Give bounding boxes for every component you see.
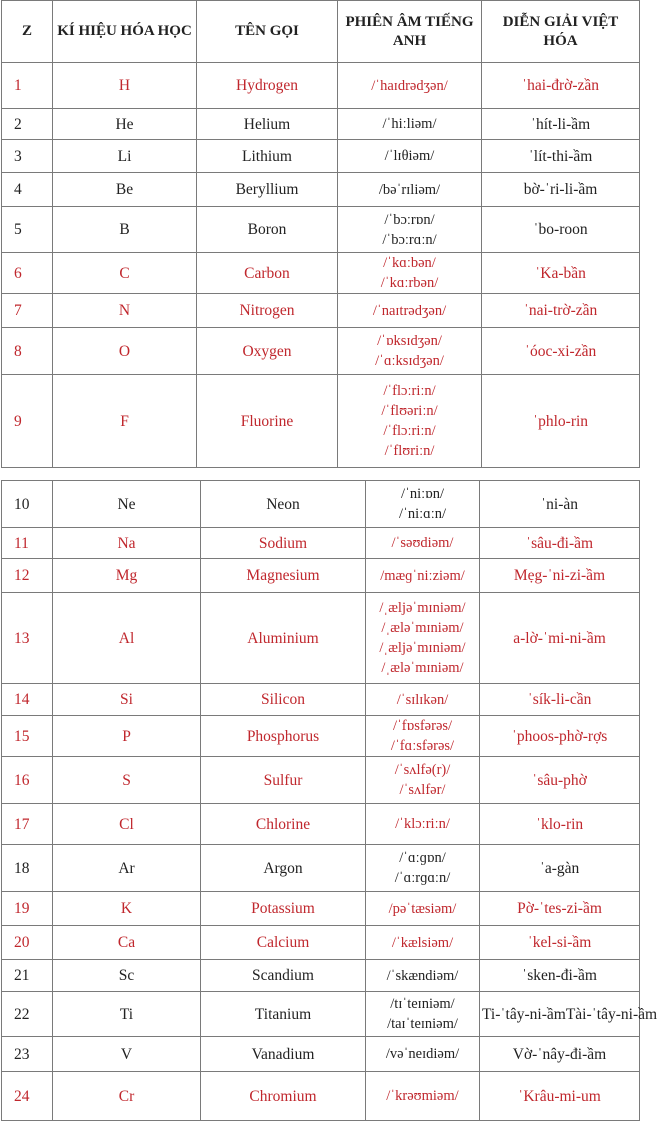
ipa-line: /mæɡˈniːziəm/ bbox=[380, 567, 465, 584]
viet-line: ˈKrâu-mi-um bbox=[518, 1087, 601, 1105]
z-cell: 1 bbox=[2, 63, 53, 109]
ipa-cell bbox=[338, 173, 482, 207]
symbol-cell: O bbox=[53, 328, 197, 375]
ipa-line: /ˈniːɒn/ bbox=[400, 486, 445, 502]
viet-cell bbox=[482, 207, 640, 253]
z-cell: 21 bbox=[2, 960, 53, 992]
z-cell: 6 bbox=[2, 253, 53, 294]
ipa-line: /ˌæləˈmɪniəm/ bbox=[381, 620, 464, 636]
symbol-cell: Ti bbox=[53, 992, 201, 1037]
viet-line: Ti-ˈtây-ni-ầm bbox=[482, 1005, 566, 1023]
name-cell: Sodium bbox=[201, 528, 366, 559]
table-row bbox=[2, 926, 640, 960]
table-row bbox=[2, 1072, 640, 1121]
name-cell: Boron bbox=[197, 207, 338, 253]
ipa-cell bbox=[366, 960, 480, 992]
viet-cell bbox=[480, 926, 640, 960]
symbol-cell: Ne bbox=[53, 481, 201, 528]
ipa-line: /ˈflɔːriːn/ bbox=[383, 383, 436, 399]
z-cell: 15 bbox=[2, 716, 53, 757]
viet-line: ˈsken-đi-ầm bbox=[522, 967, 597, 984]
symbol-cell: Be bbox=[53, 173, 197, 207]
header-z: Z bbox=[2, 1, 53, 63]
header-row bbox=[2, 1, 640, 63]
viet-line: ˈnai-trờ-zần bbox=[523, 302, 598, 319]
header-ipa: PHIÊN ÂM TIẾNG ANH bbox=[338, 1, 482, 63]
z-cell: 22 bbox=[2, 992, 53, 1037]
table-body-1 bbox=[2, 63, 640, 468]
header-name: TÊN GỌI bbox=[197, 1, 338, 63]
viet-line: Mẹg-ˈni-zi-ầm bbox=[513, 567, 606, 584]
z-cell: 17 bbox=[2, 804, 53, 845]
viet-line: ˈphoos-phờ-rợs bbox=[511, 727, 608, 745]
name-cell: Chlorine bbox=[201, 804, 366, 845]
ipa-line: /ˈlɪθiəm/ bbox=[384, 148, 435, 164]
ipa-line: /ˌæljəˈmɪniəm/ bbox=[379, 640, 466, 656]
viet-line: ˈKa-bần bbox=[535, 264, 586, 282]
ipa-line: /tɪˈteɪniəm/ bbox=[390, 996, 455, 1012]
viet-cell bbox=[480, 892, 640, 926]
name-cell: Magnesium bbox=[201, 559, 366, 593]
viet-line: ˈsâu-đi-ầm bbox=[525, 534, 594, 552]
header-symbol: KÍ HIỆU HÓA HỌC bbox=[53, 1, 197, 63]
name-cell: Sulfur bbox=[201, 757, 366, 804]
name-cell: Potassium bbox=[201, 892, 366, 926]
z-cell: 16 bbox=[2, 757, 53, 804]
name-cell: Argon bbox=[201, 845, 366, 892]
z-cell: 23 bbox=[2, 1037, 53, 1072]
symbol-cell: B bbox=[53, 207, 197, 253]
name-cell: Aluminium bbox=[201, 593, 366, 684]
ipa-cell bbox=[366, 481, 480, 528]
ipa-line: /ˈhiːliəm/ bbox=[382, 116, 437, 132]
viet-line: ˈni-àn bbox=[540, 495, 578, 513]
viet-cell bbox=[482, 253, 640, 294]
table-row bbox=[2, 294, 640, 328]
z-cell: 9 bbox=[2, 375, 53, 468]
viet-line: bờ-ˈri-li-ầm bbox=[523, 181, 598, 198]
ipa-cell bbox=[366, 716, 480, 757]
ipa-line: /ˈɑːrɡɑːn/ bbox=[394, 870, 451, 886]
symbol-cell: H bbox=[53, 63, 197, 109]
symbol-cell: Sc bbox=[53, 960, 201, 992]
table-row bbox=[2, 109, 640, 140]
viet-cell bbox=[480, 559, 640, 593]
z-cell: 8 bbox=[2, 328, 53, 375]
ipa-line: /ˈflʊəriːn/ bbox=[381, 403, 438, 419]
ipa-cell bbox=[366, 528, 480, 559]
viet-cell bbox=[480, 845, 640, 892]
z-cell: 7 bbox=[2, 294, 53, 328]
ipa-cell bbox=[366, 757, 480, 804]
z-cell: 14 bbox=[2, 684, 53, 716]
ipa-line: /ˈsʌlfər/ bbox=[399, 782, 446, 798]
viet-line: ˈhít-li-ầm bbox=[530, 115, 591, 133]
viet-cell bbox=[480, 960, 640, 992]
z-cell: 5 bbox=[2, 207, 53, 253]
ipa-line: /ˈkrəʊmiəm/ bbox=[386, 1088, 459, 1104]
table-row bbox=[2, 960, 640, 992]
viet-cell bbox=[482, 328, 640, 375]
ipa-line: /ˈbɔːrɑːn/ bbox=[382, 231, 437, 248]
name-cell: Titanium bbox=[201, 992, 366, 1037]
name-cell: Chromium bbox=[201, 1072, 366, 1121]
ipa-line: /ˈfɑːsfərəs/ bbox=[390, 738, 455, 754]
z-cell: 2 bbox=[2, 109, 53, 140]
ipa-cell bbox=[338, 253, 482, 294]
table-row bbox=[2, 593, 640, 684]
table-row bbox=[2, 559, 640, 593]
symbol-cell: S bbox=[53, 757, 201, 804]
symbol-cell: Ar bbox=[53, 845, 201, 892]
table-row bbox=[2, 63, 640, 109]
viet-cell bbox=[482, 63, 640, 109]
z-cell: 20 bbox=[2, 926, 53, 960]
elements-table-part-2 bbox=[1, 480, 657, 1121]
ipa-cell bbox=[366, 845, 480, 892]
viet-cell bbox=[480, 481, 640, 528]
viet-cell bbox=[482, 109, 640, 140]
ipa-cell bbox=[338, 109, 482, 140]
viet-line: ˈkel-si-ầm bbox=[527, 934, 592, 951]
ipa-cell bbox=[366, 684, 480, 716]
ipa-line: /ˈsɪlɪkən/ bbox=[396, 691, 449, 708]
table-row bbox=[2, 253, 640, 294]
viet-line: Vờ-ˈnây-đi-ầm bbox=[512, 1045, 607, 1063]
name-cell: Calcium bbox=[201, 926, 366, 960]
viet-cell bbox=[480, 804, 640, 845]
ipa-line: /ˈɒksɪdʒən/ bbox=[377, 333, 442, 349]
z-cell: 13 bbox=[2, 593, 53, 684]
name-cell: Oxygen bbox=[197, 328, 338, 375]
viet-cell bbox=[480, 684, 640, 716]
ipa-line: /ˈnaɪtrədʒən/ bbox=[372, 302, 447, 319]
name-cell: Beryllium bbox=[197, 173, 338, 207]
ipa-cell bbox=[338, 207, 482, 253]
symbol-cell: He bbox=[53, 109, 197, 140]
ipa-line: /ˌæləˈmɪniəm/ bbox=[381, 660, 464, 676]
name-cell: Fluorine bbox=[197, 375, 338, 468]
table-row bbox=[2, 1037, 640, 1072]
header-viet: DIỄN GIẢI VIỆT HÓA bbox=[482, 1, 640, 63]
symbol-cell: Mg bbox=[53, 559, 201, 593]
name-cell: Vanadium bbox=[201, 1037, 366, 1072]
ipa-cell bbox=[366, 1072, 480, 1121]
ipa-cell bbox=[338, 63, 482, 109]
ipa-cell bbox=[366, 892, 480, 926]
symbol-cell: Li bbox=[53, 140, 197, 173]
viet-line: ˈphlo-rin bbox=[532, 412, 589, 430]
viet-cell bbox=[482, 173, 640, 207]
viet-cell bbox=[480, 1072, 640, 1121]
ipa-line: /ˈflʊriːn/ bbox=[384, 443, 435, 459]
z-cell: 12 bbox=[2, 559, 53, 593]
symbol-cell: K bbox=[53, 892, 201, 926]
table-row bbox=[2, 173, 640, 207]
viet-line: Pờ-ˈtes-zi-ầm bbox=[517, 900, 602, 917]
symbol-cell: Na bbox=[53, 528, 201, 559]
viet-line: ˈsík-li-cần bbox=[527, 691, 592, 708]
viet-line: ˈklo-rin bbox=[535, 815, 584, 833]
table-body-2 bbox=[2, 481, 657, 1121]
symbol-cell: C bbox=[53, 253, 197, 294]
ipa-line: /bəˈrɪliəm/ bbox=[378, 181, 441, 198]
table-row bbox=[2, 716, 640, 757]
ipa-line: /ˈflɔːriːn/ bbox=[383, 423, 436, 439]
symbol-cell: P bbox=[53, 716, 201, 757]
table-row bbox=[2, 804, 640, 845]
table-row bbox=[2, 207, 640, 253]
ipa-cell bbox=[366, 804, 480, 845]
symbol-cell: Ca bbox=[53, 926, 201, 960]
z-cell: 19 bbox=[2, 892, 53, 926]
table-row bbox=[2, 375, 640, 468]
ipa-line: /ˈniːɑːn/ bbox=[398, 506, 447, 522]
viet-line: ˈa-gàn bbox=[539, 859, 580, 877]
ipa-line: /ˈsəʊdiəm/ bbox=[391, 535, 454, 551]
ipa-line: /ˈkælsiəm/ bbox=[391, 934, 454, 951]
z-cell: 18 bbox=[2, 845, 53, 892]
ipa-line: /vəˈneɪdiəm/ bbox=[385, 1046, 460, 1062]
ipa-line: /ˈɑːɡɒn/ bbox=[399, 850, 446, 866]
symbol-cell: Cl bbox=[53, 804, 201, 845]
ipa-line: /ˌæljəˈmɪniəm/ bbox=[379, 600, 466, 616]
viet-cell bbox=[480, 992, 657, 1037]
symbol-cell: F bbox=[53, 375, 197, 468]
table-row bbox=[2, 140, 640, 173]
table-row bbox=[2, 892, 640, 926]
viet-cell bbox=[480, 593, 640, 684]
viet-line: Tài-ˈtây-ni-ầm bbox=[565, 1005, 657, 1023]
ipa-cell bbox=[338, 140, 482, 173]
viet-line: ˈbo-roon bbox=[533, 221, 588, 238]
viet-line: ˈhai-đrờ-zần bbox=[521, 77, 600, 94]
ipa-cell bbox=[366, 593, 480, 684]
table-row bbox=[2, 481, 640, 528]
ipa-line: /ˈkɑːbən/ bbox=[383, 255, 436, 271]
ipa-line: /pəˈtæsiəm/ bbox=[388, 900, 457, 917]
viet-cell bbox=[480, 716, 640, 757]
name-cell: Scandium bbox=[201, 960, 366, 992]
viet-cell bbox=[480, 757, 640, 804]
ipa-line: /ˈskændiəm/ bbox=[386, 967, 459, 984]
symbol-cell: Cr bbox=[53, 1072, 201, 1121]
name-cell: Nitrogen bbox=[197, 294, 338, 328]
symbol-cell: Al bbox=[53, 593, 201, 684]
symbol-cell: N bbox=[53, 294, 197, 328]
z-cell: 3 bbox=[2, 140, 53, 173]
table-row bbox=[2, 845, 640, 892]
ipa-line: /ˈkɑːrbən/ bbox=[380, 275, 439, 291]
name-cell: Lithium bbox=[197, 140, 338, 173]
viet-cell bbox=[480, 528, 640, 559]
name-cell: Hydrogen bbox=[197, 63, 338, 109]
ipa-line: /ˈɑːksɪdʒən/ bbox=[375, 353, 444, 369]
viet-line: ˈóoc-xi-zần bbox=[524, 342, 597, 360]
ipa-line: /ˈfɒsfərəs/ bbox=[392, 718, 453, 734]
viet-cell bbox=[482, 140, 640, 173]
ipa-line: /ˈklɔːriːn/ bbox=[395, 816, 450, 832]
table-row bbox=[2, 757, 640, 804]
symbol-cell: V bbox=[53, 1037, 201, 1072]
name-cell: Silicon bbox=[201, 684, 366, 716]
ipa-line: /ˈbɔːrɒn/ bbox=[384, 211, 435, 228]
table-row bbox=[2, 328, 640, 375]
viet-line: ˈlít-thi-ầm bbox=[528, 147, 593, 165]
name-cell: Helium bbox=[197, 109, 338, 140]
table-row bbox=[2, 528, 640, 559]
table-row bbox=[2, 684, 640, 716]
name-cell: Neon bbox=[201, 481, 366, 528]
viet-cell bbox=[482, 375, 640, 468]
ipa-cell bbox=[366, 992, 480, 1037]
ipa-cell bbox=[366, 926, 480, 960]
name-cell: Carbon bbox=[197, 253, 338, 294]
symbol-cell: Si bbox=[53, 684, 201, 716]
z-cell: 11 bbox=[2, 528, 53, 559]
ipa-cell bbox=[366, 1037, 480, 1072]
ipa-line: /taɪˈteɪniəm/ bbox=[387, 1016, 458, 1032]
z-cell: 24 bbox=[2, 1072, 53, 1121]
ipa-cell bbox=[338, 375, 482, 468]
viet-line: a-lờ-ˈmi-ni-ầm bbox=[513, 629, 606, 647]
ipa-line: /ˈsʌlfə(r)/ bbox=[394, 762, 451, 778]
viet-line: ˈsâu-phờ bbox=[532, 771, 587, 789]
ipa-cell bbox=[338, 328, 482, 375]
ipa-line: /ˈhaɪdrədʒən/ bbox=[371, 77, 448, 94]
z-cell: 10 bbox=[2, 481, 53, 528]
name-cell: Phosphorus bbox=[201, 716, 366, 757]
ipa-cell bbox=[338, 294, 482, 328]
table-row bbox=[2, 992, 640, 1037]
z-cell: 4 bbox=[2, 173, 53, 207]
viet-cell bbox=[480, 1037, 640, 1072]
elements-table-part-1 bbox=[1, 0, 640, 468]
viet-cell bbox=[482, 294, 640, 328]
ipa-cell bbox=[366, 559, 480, 593]
